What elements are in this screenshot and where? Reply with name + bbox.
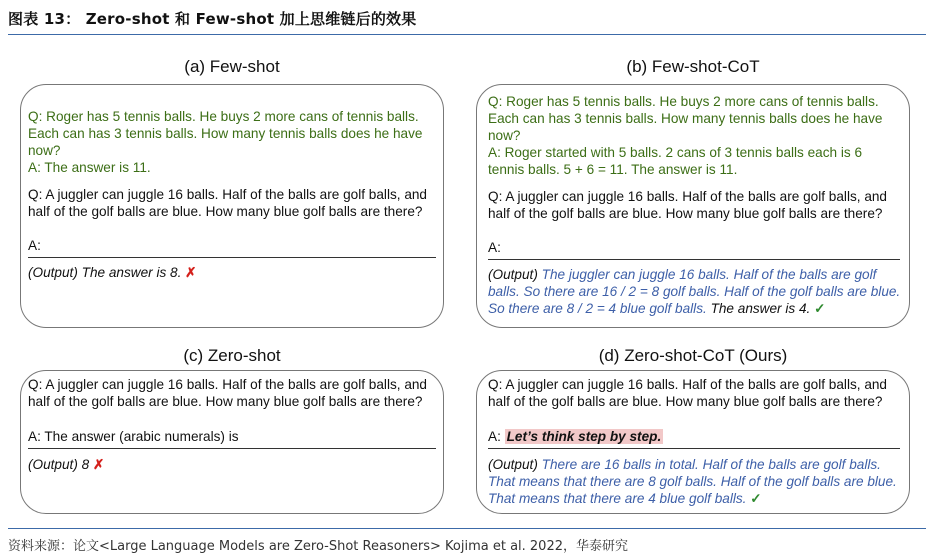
top-rule <box>8 34 926 35</box>
panel-d-answer-prefix: A: <box>488 429 501 444</box>
panel-a-separator <box>28 257 436 258</box>
panel-a-output <box>28 264 436 281</box>
panel-c-separator <box>28 448 436 449</box>
panel-d-output-label: (Output) <box>488 457 538 472</box>
cross-icon: ✗ <box>93 457 105 472</box>
panel-b-title: (b) Few-shot-CoT <box>626 57 760 76</box>
source-note: 资料来源：论文<Large Language Models are Zero-Shot Reasoners> Kojima et al. 2022，华泰研究 <box>8 539 628 554</box>
panel-d-output <box>488 456 902 507</box>
panel-c-output-label: (Output) <box>28 457 78 472</box>
panel-c-question: Q: A juggler can juggle 16 balls. Half of the balls are golf balls, and half of the golf balls are blue. How many blue golf balls are there? <box>28 377 427 409</box>
panel-a-title: (a) Few-shot <box>184 57 280 76</box>
check-icon: ✓ <box>750 491 762 506</box>
panel-b-example-question: Q: Roger has 5 tennis balls. He buys 2 more cans of tennis balls. Each can has 3 tennis balls. How many tennis balls does he have now? <box>488 94 883 143</box>
panel-a-output-label: (Output) <box>28 265 78 280</box>
panel-a-example-question: Q: Roger has 5 tennis balls. He buys 2 more cans of tennis balls. Each can has 3 tennis balls. How many tennis balls does he have now? <box>28 109 423 158</box>
panel-a-question: Q: A juggler can juggle 16 balls. Half of the balls are golf balls, and half of the golf balls are blue. How many blue golf balls are there? <box>28 187 427 219</box>
cross-icon: ✗ <box>185 265 197 280</box>
panel-b-example-answer: A: Roger started with 5 balls. 2 cans of 3 tennis balls each is 6 tennis balls. 5 + 6 = 11. The answer is 11. <box>488 145 863 177</box>
panel-b-output-reasoning: The juggler can juggle 16 balls. Half of the balls are golf balls. So there are 16 / 2 = 8 golf balls. Half of the golf balls are blue. So there are 8 / 2 = 4 blue golf balls. <box>488 267 901 316</box>
figure-title: 图表 13： Zero-shot 和 Few-shot 加上思维链后的效果 <box>8 10 417 28</box>
panel-c-title: (c) Zero-shot <box>183 346 281 365</box>
panel-c-answer-prompt: A: The answer (arabic numerals) is <box>28 429 239 444</box>
panel-d-title: (d) Zero-shot-CoT (Ours) <box>598 346 788 365</box>
panel-d-output-reasoning: There are 16 balls in total. Half of the balls are golf balls. That means that there are 8 golf balls. Half of the golf balls are blue. That means that there are 4 blue golf balls. <box>488 457 897 506</box>
panel-d-answer <box>488 428 902 445</box>
panel-c-output <box>28 456 436 473</box>
panel-d-separator <box>488 448 900 449</box>
panel-b-question: Q: A juggler can juggle 16 balls. Half of the balls are golf balls, and half of the golf balls are blue. How many blue golf balls are there? <box>488 189 887 221</box>
panel-d-trigger-phrase: Let’s think step by step. <box>506 429 662 444</box>
panel-b-output-text: The answer is 4. <box>710 301 811 316</box>
panel-b-output-label: (Output) <box>488 267 538 282</box>
panel-a-answer-prompt: A: <box>28 238 41 253</box>
panel-a-example-answer: A: The answer is 11. <box>28 160 151 175</box>
bottom-rule <box>8 528 926 529</box>
check-icon: ✓ <box>814 301 826 316</box>
panel-b-answer-prompt: A: <box>488 240 501 255</box>
panel-d-question: Q: A juggler can juggle 16 balls. Half of the balls are golf balls, and half of the golf balls are blue. How many blue golf balls are there? <box>488 377 887 409</box>
panel-b-output <box>488 266 902 317</box>
panel-c-output-text: 8 <box>81 457 90 472</box>
panel-a-output-text: The answer is 8. <box>81 265 182 280</box>
panel-b-separator <box>488 259 900 260</box>
